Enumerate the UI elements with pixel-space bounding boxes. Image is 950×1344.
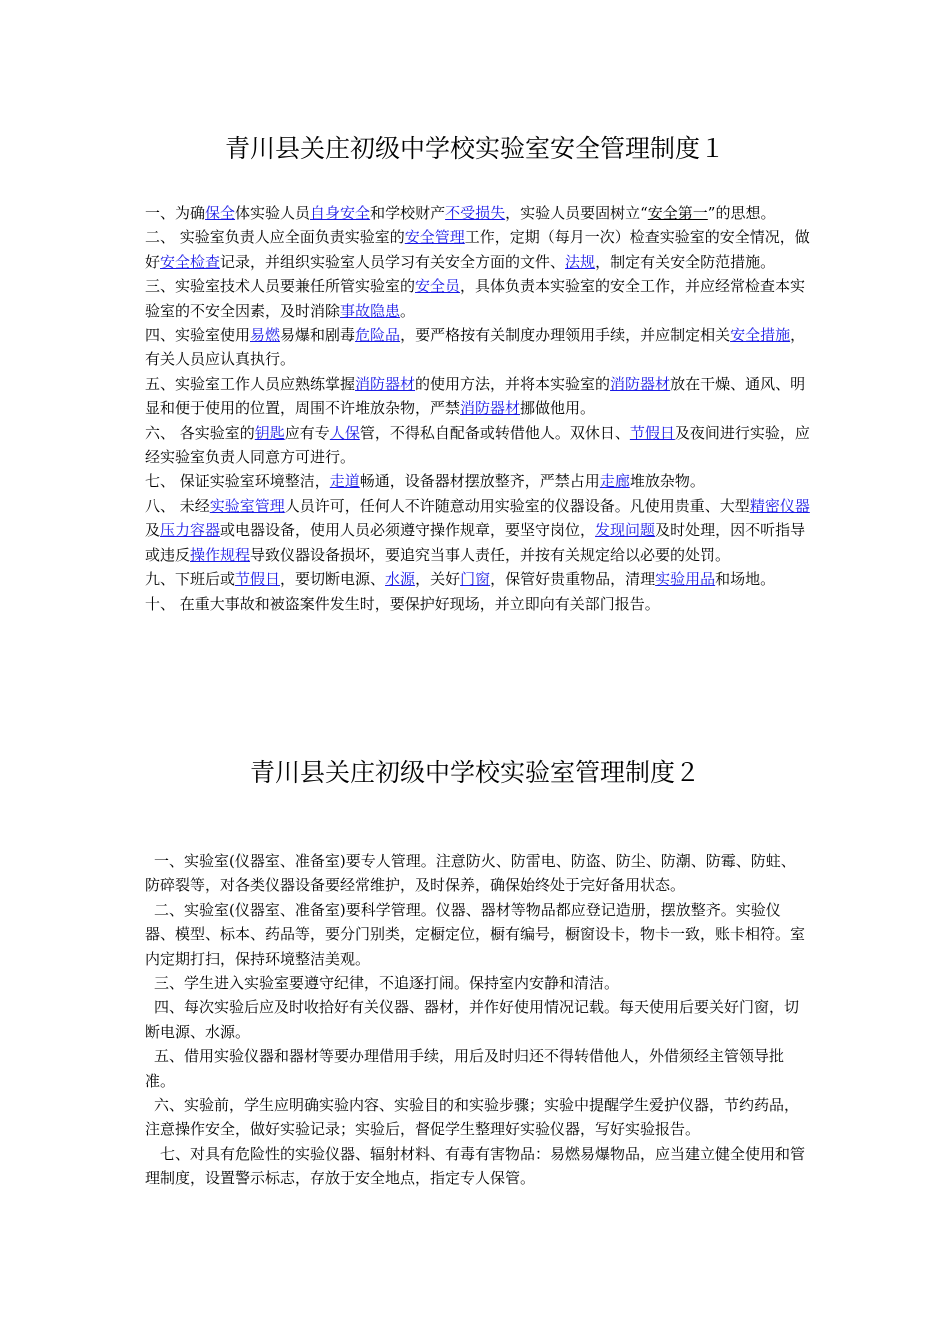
hyperlink[interactable]: 走廊 [599,472,630,491]
hyperlink[interactable]: 消防器材 [610,374,671,393]
hyperlink[interactable]: 精密仪器 [749,496,810,515]
rule-text: 畅通，设备器材摆放整齐，严禁占用 [359,472,600,491]
rule-text: 应有专 [284,423,330,442]
rule-text: 和学校财产 [370,204,446,222]
rule-text: ，实验人员要固树立“ [505,204,648,222]
rule-item [145,592,810,616]
rule-item: 三、学生进入实验室要遵守纪律，不追逐打闹。保持室内安静和清洁。 [154,974,620,993]
hyperlink[interactable]: 实验室管理 [209,496,285,515]
hyperlink[interactable]: 消防器材 [355,374,416,393]
hyperlink[interactable]: 门窗 [460,570,491,589]
rule-item: 二、实验室(仪器室、准备室)要科学管理。仪器、器材等物品都应登记造册，摆放整齐。实验仪器、模型、标本、药品等，要分门别类，定橱定位，橱有编号，橱窗设卡，物卡一致，账卡相符。室内定期打扫，保持环境整洁美观。 [145,900,806,968]
rule-text: 七、 保证实验室环境整洁， [145,472,330,491]
rule-item [145,372,810,421]
rule-text: 放在干燥、通风、明显和便于使用的位置，周围不许堆放杂物，严禁 [145,374,806,418]
rule-item [145,421,810,470]
rule-text: 及夜间进行实验，应经实验室负责人同意方可进行。 [145,423,810,467]
rule-text: 管，不得私自配备或转借他人。双休日、 [359,423,630,442]
doc2-title: 青川县关庄初级中学校实验室管理制度２ [249,758,700,787]
rule-item [145,323,810,372]
rule-text: 及 [145,521,161,540]
rule-text: 导致仪器设备损坏，要追究当事人责任，并按有关规定给以必要的处罚。 [250,545,731,564]
hyperlink[interactable]: 钥匙 [254,423,285,442]
rule-text: ，具体负责本实验室的安全工作，并应经常检查本实验室的不安全因素，及时消除 [145,277,806,320]
rule-text: 二、 实验室负责人应全面负责实验室的 [145,228,405,247]
rule-text: 六、 各实验室的 [145,423,255,442]
hyperlink[interactable]: 安全员 [415,277,461,296]
hyperlink[interactable]: 走道 [329,472,360,491]
rule-text: ，制定有关安全防范措施。 [595,252,776,271]
rule-text: 的使用方法，并将本实验室的 [415,374,611,393]
rule-text: 易爆和剧毒 [280,326,356,345]
rule-item: 七、对具有危险性的实验仪器、辐射材料、有毒有害物品：易燃易爆物品，应当建立健全使用和管理制度，设置警示标志，存放于安全地点，指定专人保管。 [145,1144,806,1188]
rule-text: 工作，定期（每月一次）检查实验室的安全情况，做好 [145,228,810,271]
rule-text: 体实验人员 [235,204,311,222]
rule-item: 四、每次实验后应及时收拾好有关仪器、器材，并作好使用情况记载。每天使用后要关好门窗，切断电源、水源。 [145,998,800,1041]
rule-item [145,274,810,323]
rule-text: 和场地。 [715,570,776,589]
rule-text: ，要严格按有关制度办理领用手续，并应制定相关 [400,326,731,345]
rule-text: 九、下班后或 [145,570,236,589]
rule-text: 及时处理，因不听指导或违反 [145,521,806,564]
rule-text: ，有关人员应认真执行。 [145,326,806,369]
rule-item: 六、实验前，学生应明确实验内容、实验目的和实验步骤；实验中提醒学生爱护仪器，节约药品，注意操作安全，做好实验记录；实验后，督促学生整理好实验仪器，写好实验报告。 [145,1096,800,1139]
rule-text: 。 [400,301,416,320]
rule-text: 一、为确 [145,204,206,222]
rule-item [145,494,810,567]
rule-item [145,225,810,274]
hyperlink[interactable]: 不受损失 [445,204,506,222]
rule-item [145,469,810,493]
rule-text: ”的思想。 [707,204,776,222]
rule-text: 记录，并组织实验室人员学习有关安全方面的文件、 [220,252,566,271]
rule-text: 人员许可，任何人不许随意动用实验室的仪器设备。凡使用贵重、大型 [284,496,750,515]
rule-text: ，要切断电源、 [280,570,386,589]
hyperlink[interactable]: 人保 [329,423,360,442]
hyperlink[interactable]: 操作规程 [190,545,251,564]
doc1-title: 青川县关庄初级中学校实验室安全管理制度１ [224,134,725,163]
doc1-body [145,201,810,616]
rule-text: ，保管好贵重物品，清理 [490,570,656,589]
hyperlink[interactable]: 实验用品 [655,570,716,589]
rule-text: 五、实验室工作人员应熟练掌握 [145,374,356,393]
hyperlink[interactable]: 消防器材 [460,399,521,418]
rule-text: 堆放杂物。 [629,472,705,491]
hyperlink[interactable]: 节假日 [629,423,675,442]
hyperlink[interactable]: 安全措施 [730,326,791,345]
rule-text: 八、 未经 [145,496,210,515]
rule-item: 一、实验室(仪器室、准备室)要专人管理。注意防火、防雷电、防盗、防尘、防潮、防霉、防蛀、防碎裂等，对各类仪器设备要经常维护，及时保养，确保始终处于完好备用状态。 [145,852,796,895]
doc2-body [145,849,810,1191]
rule-text: 或电器设备，使用人员必须遵守操作规章，要坚守岗位， [220,521,596,540]
hyperlink[interactable]: 水源 [385,570,416,589]
rule-item [145,567,810,591]
hyperlink[interactable]: 安全管理 [404,228,465,247]
rule-text: 三、实验室技术人员要兼任所管实验室的 [145,277,416,296]
hyperlink[interactable]: 事故隐患 [340,301,401,320]
hyperlink[interactable]: 自身安全 [310,204,371,222]
hyperlink[interactable]: 易燃 [250,326,281,345]
rule-text: 挪做他用。 [520,399,596,418]
underlined-text: 安全第一 [647,204,708,222]
rule-text: 十、 在重大事故和被盗案件发生时，要保护好现场，并立即向有关部门报告。 [145,594,660,613]
hyperlink[interactable]: 法规 [565,252,596,271]
hyperlink[interactable]: 压力容器 [160,521,221,540]
rule-text: 四、实验室使用 [145,326,251,345]
rule-item [145,201,810,225]
hyperlink[interactable]: 发现问题 [595,521,656,540]
hyperlink[interactable]: 安全检查 [160,252,221,271]
hyperlink[interactable]: 保全 [205,204,236,222]
rule-item: 五、借用实验仪器和器材等要办理借用手续，用后及时归还不得转借他人，外借须经主管领导批准。 [145,1047,785,1090]
hyperlink[interactable]: 节假日 [235,570,281,589]
rule-text: ，关好 [415,570,461,589]
hyperlink[interactable]: 危险品 [355,326,401,345]
